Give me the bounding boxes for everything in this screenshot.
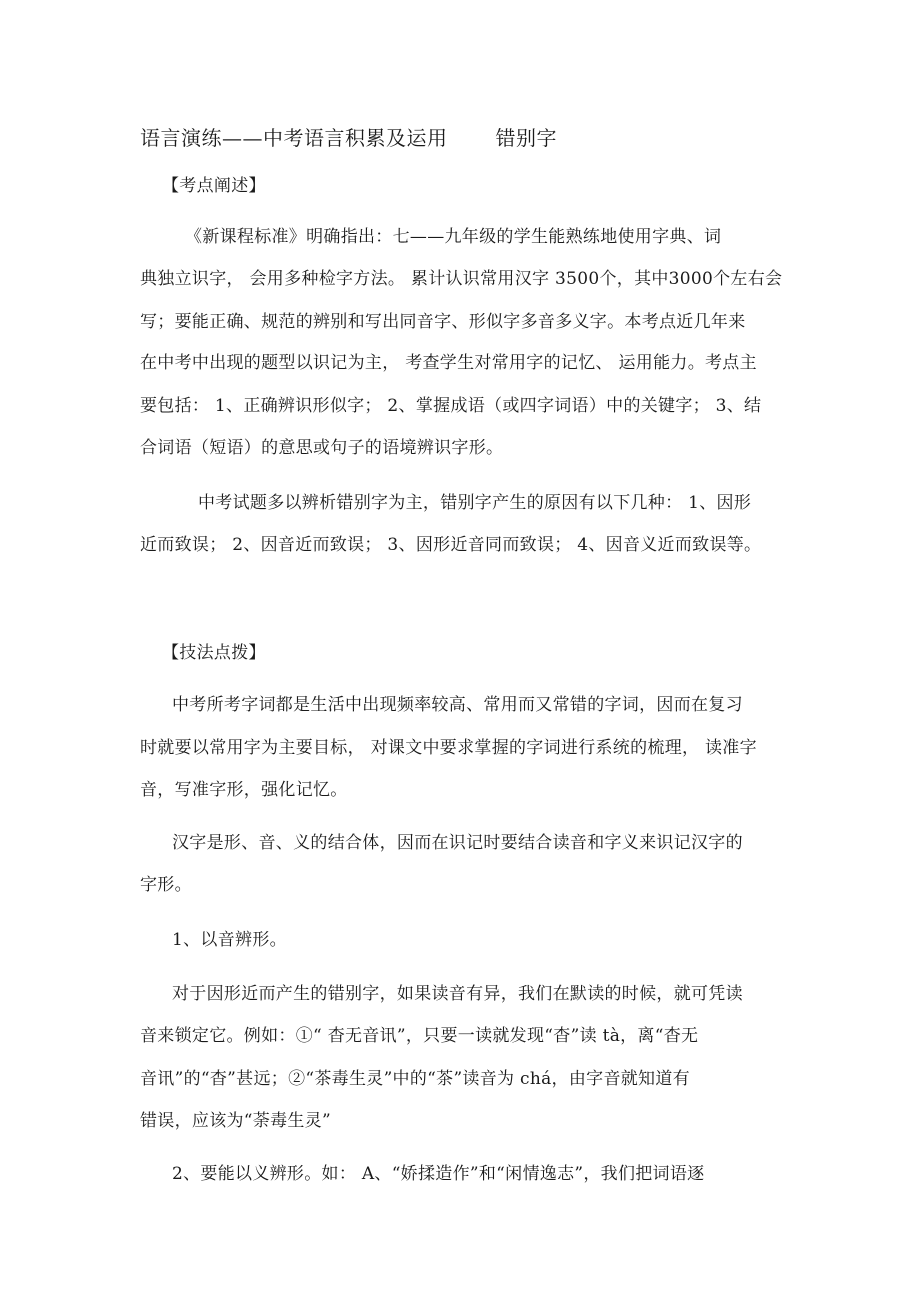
paragraph-line: 写；要能正确、规范的辨别和写出同音字、形似字多音多义字。本考点近几年来 [140,312,746,332]
paragraph-line: 对于因形近而产生的错别字，如果读音有异，我们在默读的时候，就可凭读 [172,984,743,1004]
list-item-heading: 2、要能以义辨形。如： A、“娇揉造作”和“闲情逸志”，我们把词语逐 [172,1164,705,1184]
list-item-heading: 1、以音辨形。 [172,930,287,950]
paragraph-line: 《新课程标准》明确指出：七——九年级的学生能熟练地使用字典、词 [185,227,722,247]
paragraph-line: 中考试题多以辨析错别字为主，错别字产生的原因有以下几种： 1、因形 [198,493,752,513]
document-title-row [140,127,557,149]
paragraph-line: 典独立识字， 会用多种检字方法。 累计认识常用汉字 3500个，其中3000个左右会 [140,269,783,289]
paragraph-line: 要包括： 1、正确辨识形似字； 2、掌握成语（或四字词语）中的关键字； 3、结 [140,396,762,416]
paragraph-line: 汉字是形、音、义的结合体，因而在识记时要结合读音和字义来识记汉字的 [172,833,743,853]
paragraph-line: 字形。 [140,875,192,895]
paragraph-line: 在中考中出现的题型以识记为主， 考查学生对常用字的记忆、 运用能力。考点主 [140,353,757,373]
paragraph-line: 音讯”的“杳”甚远；②“茶毒生灵”中的“茶”读音为 chá，由字音就知道有 [140,1069,690,1089]
paragraph-line: 合词语（短语）的意思或句子的语境辨识字形。 [140,438,504,458]
paragraph-line: 音来锁定它。例如：①“ 杳无音讯”，只要一读就发现“杳”读 tà，离“杳无 [140,1026,699,1046]
document-title: 语言演练——中考语言积累及运用 [140,126,448,150]
section-heading-techniques: 【技法点拨】 [162,643,266,663]
section-heading-exam-points: 【考点阐述】 [162,176,266,196]
document-title-suffix: 错别字 [495,126,557,150]
paragraph-line: 中考所考字词都是生活中出现频率较高、常用而又常错的字词，因而在复习 [172,695,743,715]
paragraph-line: 错误，应该为“荼毒生灵” [140,1111,331,1131]
paragraph-line: 时就要以常用字为主要目标， 对课文中要求掌握的字词进行系统的梳理， 读准字 [140,738,757,758]
paragraph-line: 近而致误； 2、因音近而致误； 3、因形近音同而致误； 4、因音义近而致误等。 [140,535,762,555]
paragraph-line: 音，写准字形，强化记忆。 [140,780,348,800]
